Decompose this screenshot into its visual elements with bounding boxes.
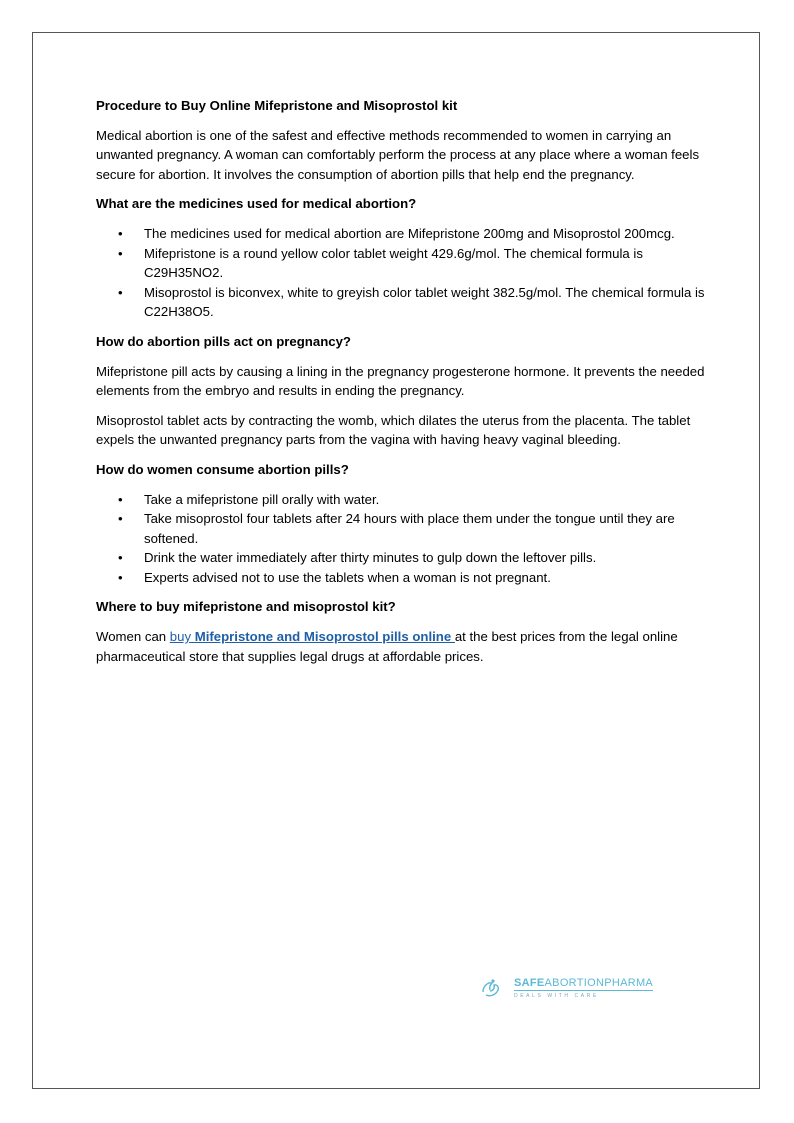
- bullet-icon: •: [118, 511, 123, 527]
- bullet-icon: •: [118, 569, 123, 585]
- section-heading-action: How do abortion pills act on pregnancy?: [96, 333, 351, 349]
- buy-pills-link[interactable]: buy Mifepristone and Misoprostol pills online: [169, 629, 455, 645]
- section-heading-medicines: What are the medicines used for medical abortion?: [96, 196, 417, 212]
- document-body: [96, 96, 706, 676]
- section-heading-consume: How do women consume abortion pills?: [96, 461, 349, 477]
- closing-paragraph: Women can buy Mifepristone and Misoprostol pills online at the best prices from the legal online pharmaceutical store that supplies legal drugs at affordable prices.: [96, 629, 678, 664]
- list-item: • Experts advised not to use the tablets when a woman is not pregnant.: [96, 568, 706, 588]
- bullet-icon: •: [118, 245, 123, 261]
- list-item: • The medicines used for medical abortion are Mifepristone 200mg and Misoprostol 200mcg.: [96, 224, 706, 244]
- bullet-icon: •: [118, 550, 123, 566]
- brand-logo: [480, 974, 660, 1004]
- medicines-list: [96, 224, 706, 322]
- section-heading-buy: Where to buy mifepristone and misoprostol kit?: [96, 599, 396, 615]
- document-title: Procedure to Buy Online Mifepristone and Misoprostol kit: [96, 98, 458, 113]
- bullet-icon: •: [118, 491, 123, 507]
- list-item: • Take a mifepristone pill orally with water.: [96, 490, 706, 510]
- paragraph-misoprostol: Misoprostol tablet acts by contracting the womb, which dilates the uterus from the placenta. The tablet expels the unwanted pregnancy parts from the vagina with having heavy vaginal bleeding.: [96, 412, 691, 448]
- brand-tagline: DEALS WITH CARE: [514, 993, 599, 999]
- list-item: • Drink the water immediately after thirty minutes to gulp down the leftover pills.: [96, 548, 706, 568]
- intro-paragraph: Medical abortion is one of the safest and effective methods recommended to women in carrying an unwanted pregnancy. A woman can comfortably perform the process at any place where a woman feels secure for abortion. It involves the consumption of abortion pills that help end the pregnancy.: [96, 127, 700, 182]
- paragraph-mifepristone: Mifepristone pill acts by causing a lining in the pregnancy progesterone hormone. It prevents the needed elements from the embryo and results in ending the pregnancy.: [96, 363, 705, 399]
- brand-name: SAFEABORTIONPHARMA: [514, 977, 654, 989]
- list-item: • Take misoprostol four tablets after 24 hours with place them under the tongue until they are softened.: [118, 511, 675, 546]
- hand-care-icon: [480, 978, 502, 1000]
- bullet-icon: •: [118, 225, 123, 241]
- list-item: • Mifepristone is a round yellow color tablet weight 429.6g/mol. The chemical formula is C29H35NO2.: [118, 245, 643, 281]
- consume-list: [96, 490, 706, 588]
- bullet-icon: •: [118, 284, 123, 300]
- list-item: • Misoprostol is biconvex, white to greyish color tablet weight 382.5g/mol. The chemical formula is C22H38O5.: [118, 284, 705, 320]
